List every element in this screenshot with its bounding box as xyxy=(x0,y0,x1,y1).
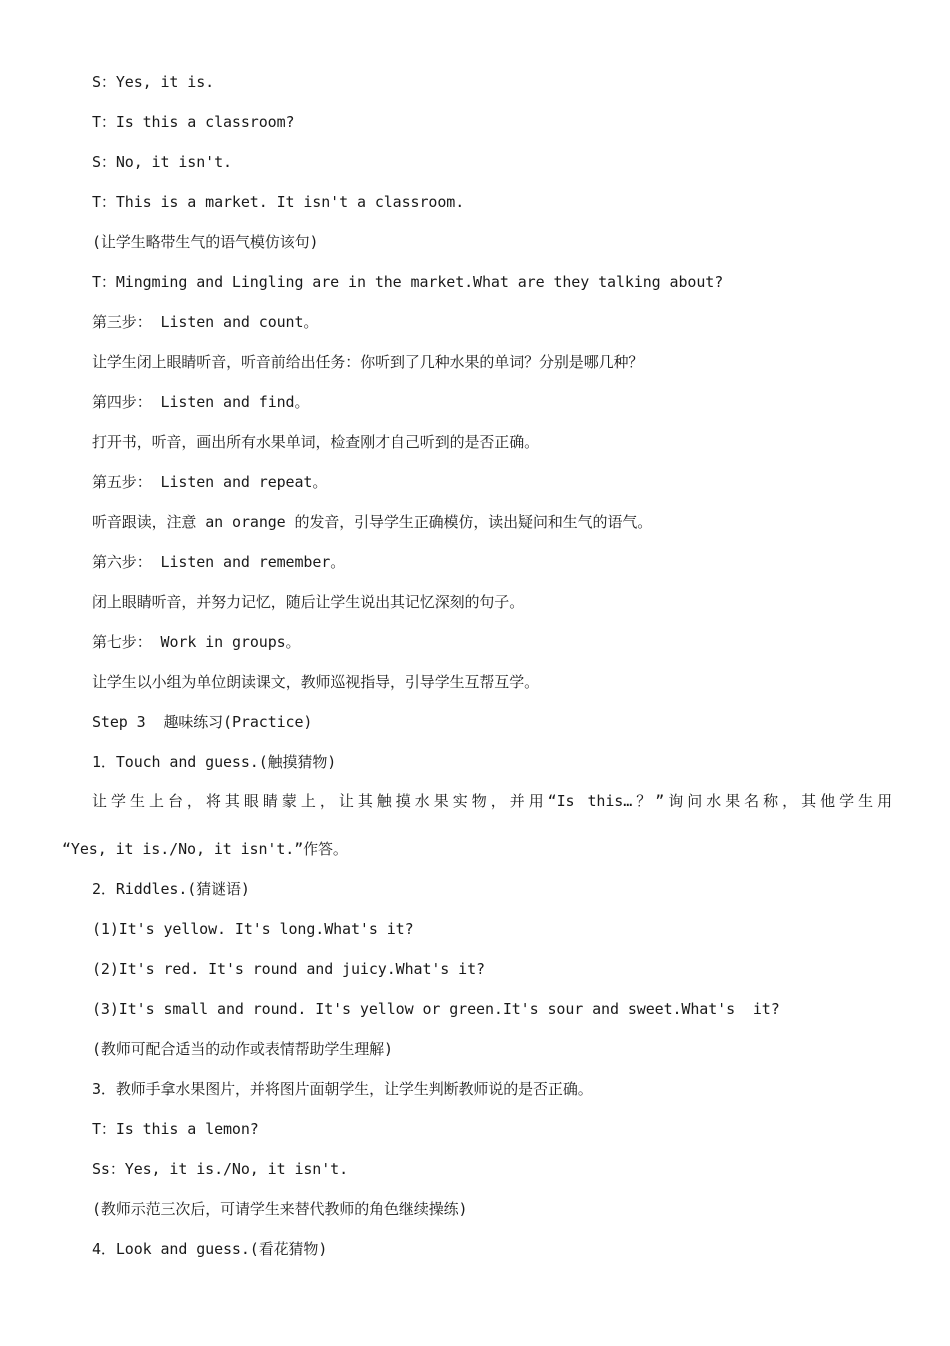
paragraph: 让学生上台，将其眼睛蒙上，让其触摸水果实物，并用“Is this…？”询问水果名称，其他学生用 xyxy=(92,792,892,810)
dialogue-line: Ss：Yes, it is./No, it isn't. xyxy=(92,1160,349,1178)
paragraph: 听音跟读，注意 an orange 的发音，引导学生正确模仿，读出疑问和生气的语气。 xyxy=(92,513,653,531)
note-line: (教师可配合适当的动作或表情帮助学生理解) xyxy=(92,1040,393,1058)
step-heading: 第四步： Listen and find。 xyxy=(92,393,310,411)
dialogue-line: S：Yes, it is. xyxy=(92,73,215,91)
list-item: 4．Look and guess.(看花猜物) xyxy=(92,1240,328,1258)
paragraph-continuation: “Yes, it is./No, it isn't.”作答。 xyxy=(62,840,348,858)
paragraph: 让学生以小组为单位朗读课文，教师巡视指导，引导学生互帮互学。 xyxy=(92,673,540,691)
riddle: (1)It's yellow. It's long.What's it? xyxy=(92,920,414,938)
list-item: 2．Riddles.(猜谜语) xyxy=(92,880,250,898)
paragraph: 闭上眼睛听音，并努力记忆，随后让学生说出其记忆深刻的句子。 xyxy=(92,593,525,611)
dialogue-line: T：This is a market. It isn't a classroom. xyxy=(92,193,465,211)
note-line: (让学生略带生气的语气模仿该句) xyxy=(92,233,319,251)
step-heading: 第五步： Listen and repeat。 xyxy=(92,473,328,491)
step-heading: 第三步： Listen and count。 xyxy=(92,313,319,331)
dialogue-line: T：Mingming and Lingling are in the market.What are they talking about? xyxy=(92,273,724,291)
step-heading: 第七步： Work in groups。 xyxy=(92,633,301,651)
list-item: 1．Touch and guess.(触摸猜物) xyxy=(92,753,337,771)
riddle: (3)It's small and round. It's yellow or green.It's sour and sweet.What's it? xyxy=(92,1000,780,1018)
riddle: (2)It's red. It's round and juicy.What's it? xyxy=(92,960,485,978)
dialogue-line: T：Is this a lemon? xyxy=(92,1120,259,1138)
section-heading: Step 3 趣味练习(Practice) xyxy=(92,713,313,731)
paragraph: 打开书，听音，画出所有水果单词，检查刚才自己听到的是否正确。 xyxy=(92,433,540,451)
list-item: 3．教师手拿水果图片，并将图片面朝学生，让学生判断教师说的是否正确。 xyxy=(92,1080,593,1098)
step-heading: 第六步： Listen and remember。 xyxy=(92,553,346,571)
dialogue-line: S：No, it isn't. xyxy=(92,153,232,171)
dialogue-line: T：Is this a classroom? xyxy=(92,113,295,131)
paragraph: 让学生闭上眼睛听音，听音前给出任务：你听到了几种水果的单词？分别是哪几种？ xyxy=(92,353,644,371)
note-line: (教师示范三次后，可请学生来替代教师的角色继续操练) xyxy=(92,1200,468,1218)
